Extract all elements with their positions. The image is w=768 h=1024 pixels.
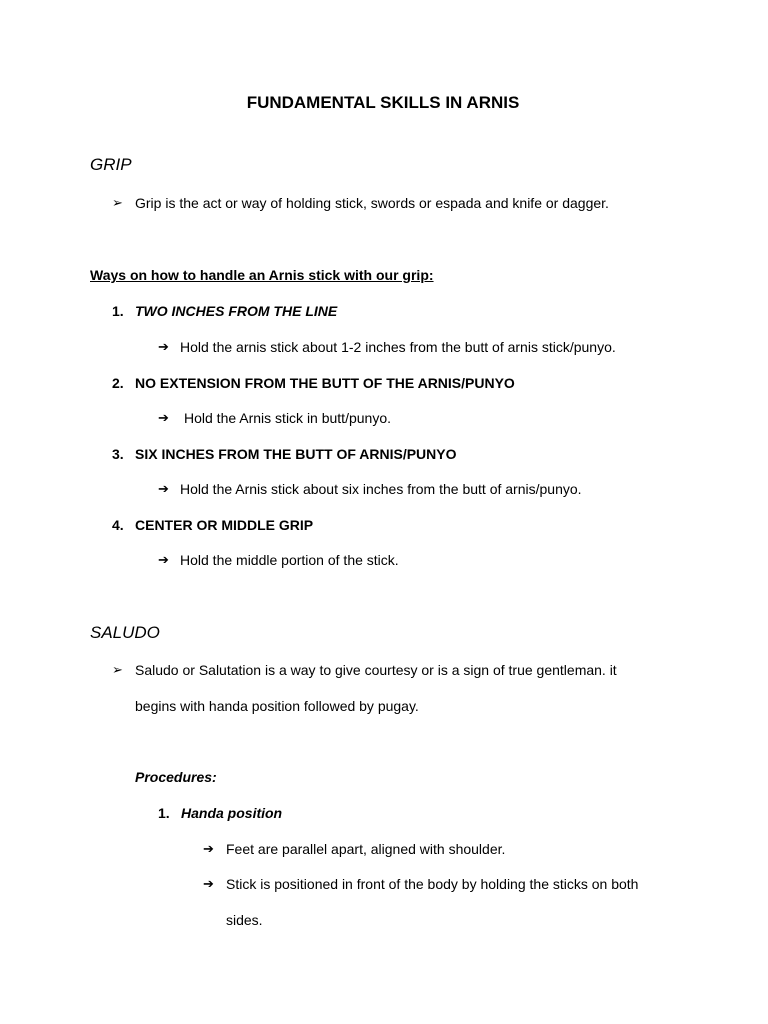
- grip-item-label: TWO INCHES FROM THE LINE: [135, 303, 338, 319]
- arrow-right-icon: ➔: [158, 339, 169, 354]
- grip-ways-heading: Ways on how to handle an Arnis stick with our grip:: [90, 267, 434, 283]
- document-title: FUNDAMENTAL SKILLS IN ARNIS: [246, 93, 520, 112]
- procedure-step-detail: Feet are parallel apart, aligned with shoulder.: [226, 841, 506, 857]
- saludo-definition-line1: Saludo or Salutation is a way to give courtesy or is a sign of true gentleman. it: [135, 662, 617, 678]
- procedure-step-detail-continued: sides.: [226, 912, 263, 928]
- grip-item-detail: Hold the middle portion of the stick.: [180, 552, 399, 568]
- grip-item-number: 4.: [112, 517, 124, 533]
- saludo-definition-line2: begins with handa position followed by pugay.: [135, 698, 419, 714]
- grip-item-detail: Hold the Arnis stick in butt/punyo.: [184, 410, 391, 426]
- arrow-right-icon: ➔: [158, 410, 169, 425]
- grip-definition: Grip is the act or way of holding stick, swords or espada and knife or dagger.: [135, 195, 609, 211]
- arrow-right-icon: ➔: [203, 876, 214, 891]
- saludo-heading: SALUDO: [90, 623, 160, 642]
- grip-heading: GRIP: [90, 155, 132, 174]
- arrow-right-icon: ➔: [203, 841, 214, 856]
- grip-item-detail: Hold the arnis stick about 1-2 inches from the butt of arnis stick/punyo.: [180, 339, 616, 355]
- arrow-right-icon: ➔: [158, 552, 169, 567]
- grip-item-label: SIX INCHES FROM THE BUTT OF ARNIS/PUNYO: [135, 446, 457, 462]
- procedures-heading: Procedures:: [135, 769, 217, 785]
- grip-item-label: CENTER OR MIDDLE GRIP: [135, 517, 314, 533]
- saludo-bullet-icon: ➢: [112, 662, 123, 677]
- arrow-right-icon: ➔: [158, 481, 169, 496]
- procedure-step-detail: Stick is positioned in front of the body by holding the sticks on both: [226, 876, 639, 892]
- grip-item-number: 1.: [112, 303, 124, 319]
- procedure-step-number: 1.: [158, 805, 170, 821]
- procedure-step-label: Handa position: [181, 805, 283, 821]
- grip-item-detail: Hold the Arnis stick about six inches from the butt of arnis/punyo.: [180, 481, 582, 497]
- grip-bullet-icon: ➢: [112, 195, 123, 210]
- grip-item-number: 3.: [112, 446, 124, 462]
- grip-item-number: 2.: [112, 375, 124, 391]
- grip-item-label: NO EXTENSION FROM THE BUTT OF THE ARNIS/PUNYO: [135, 375, 515, 391]
